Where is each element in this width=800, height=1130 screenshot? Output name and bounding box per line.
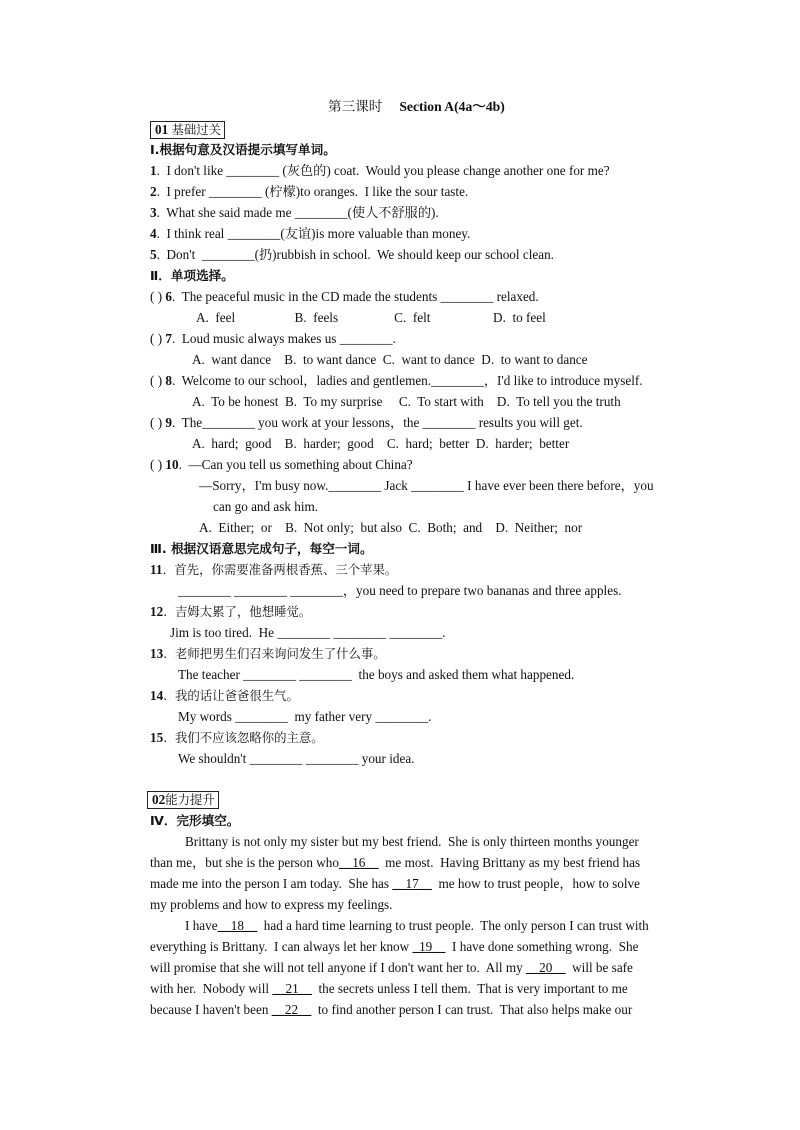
answer-line-13: The teacher ________ ________ the boys and asked them what happened.	[178, 667, 575, 682]
options-10: A. Either; or B. Not only; but also C. Both; and D. Neither; nor	[199, 520, 583, 535]
question-13: 13. 老师把男生们召来询问发生了什么事。	[150, 646, 386, 661]
title-cn: 第三课时	[328, 99, 383, 114]
question-10-reply-cont: can go and ask him.	[213, 499, 319, 514]
answer-line-12: Jim is too tired. He ________ ________ ________.	[170, 625, 446, 640]
question-12: 12. 吉姆太累了，他想睡觉。	[150, 604, 312, 619]
passage-line: will promise that she will not tell anyone if I don't want her to. All my __20__ will be safe	[150, 960, 633, 975]
options-6: A. feel B. feels C. felt D. to feel	[196, 310, 546, 325]
section-heading: Ⅰ.根据句意及汉语提示填写单词。	[150, 142, 336, 157]
blank-20: __20__	[525, 960, 566, 975]
blank-16: __16__	[339, 855, 379, 870]
passage-line: everything is Brittany. I can always let her know _19__ I have done something wrong. She	[150, 939, 639, 954]
part1-number: 01	[155, 122, 169, 137]
question-6: ( ) 6. The peaceful music in the CD made the students ________ relaxed.	[150, 289, 539, 304]
question-4: 4. I think real ________(友谊)is more valuable than money.	[150, 226, 471, 241]
question-7: ( ) 7. Loud music always makes us ________.	[150, 331, 396, 346]
section-heading: Ⅲ. 根据汉语意思完成句子，每空一词。	[150, 541, 373, 556]
question-10-reply: —Sorry，I'm busy now.________ Jack ________ I have ever been there before，you	[199, 478, 654, 493]
page-title	[328, 98, 505, 116]
question-1: 1. I don't like ________ (灰色的) coat. Would you please change another one for me?	[150, 163, 610, 178]
question-10: ( ) 10. —Can you tell us something about China?	[150, 457, 413, 472]
part2-number: 02	[152, 792, 166, 807]
options-7: A. want dance B. to want dance C. want to dance D. to want to dance	[192, 352, 588, 367]
section-heading: Ⅱ．单项选择。	[150, 268, 234, 283]
part1-tag	[150, 121, 225, 139]
question-5: 5. Don't ________(扔)rubbish in school. We should keep our school clean.	[150, 247, 554, 262]
part2-label: 能力提升	[165, 792, 215, 807]
question-8: ( ) 8. Welcome to our school，ladies and gentlemen.________，I'd like to introduce myself.	[150, 373, 643, 388]
passage-line: because I haven't been __22__ to find another person I can trust. That also helps make our	[150, 1002, 633, 1017]
passage-line: Brittany is not only my sister but my best friend. She is only thirteen months younger	[185, 834, 639, 849]
question-11: 11. 首先，你需要准备两根香蕉、三个苹果。	[150, 562, 398, 577]
passage-line: with her. Nobody will __21__ the secrets unless I tell them. That is very important to me	[150, 981, 628, 996]
passage-line: I have__18__ had a hard time learning to trust people. The only person I can trust with	[185, 918, 649, 933]
question-15: 15. 我们不应该忽略你的主意。	[150, 730, 324, 745]
question-14: 14. 我的话让爸爸很生气。	[150, 688, 299, 703]
answer-line-15: We shouldn't ________ ________ your idea.	[178, 751, 415, 766]
section-heading: Ⅳ．完形填空。	[150, 813, 240, 828]
blank-18: __18__	[217, 918, 258, 933]
question-3: 3. What she said made me ________(使人不舒服的).	[150, 205, 439, 220]
blank-19: _19__	[412, 939, 446, 954]
answer-line-14: My words ________ my father very ________.	[178, 709, 432, 724]
title-en: Section A(4a～4b)	[399, 99, 505, 114]
passage-line: than me，but she is the person who__16__ me most. Having Brittany as my best friend has	[150, 855, 641, 870]
blank-21: __21__	[272, 981, 312, 996]
blank-22: __22__	[271, 1002, 312, 1017]
question-2: 2. I prefer ________ (柠檬)to oranges. I like the sour taste.	[150, 184, 469, 199]
blank-17: __17__	[392, 876, 432, 891]
options-8: A. To be honest B. To my surprise C. To start with D. To tell you the truth	[192, 394, 621, 409]
answer-line-11: ________ ________ ________，you need to prepare two bananas and three apples.	[178, 583, 622, 598]
options-9: A. hard; good B. harder; good C. hard; better D. harder; better	[192, 436, 570, 451]
part1-label: 基础过关	[171, 122, 222, 137]
passage-line: my problems and how to express my feelings.	[150, 897, 393, 912]
part2-tag	[147, 791, 219, 809]
question-9: ( ) 9. The________ you work at your lessons，the ________ results you will get.	[150, 415, 583, 430]
passage-line: made me into the person I am today. She has __17__ me how to trust people，how to solve	[150, 876, 640, 891]
